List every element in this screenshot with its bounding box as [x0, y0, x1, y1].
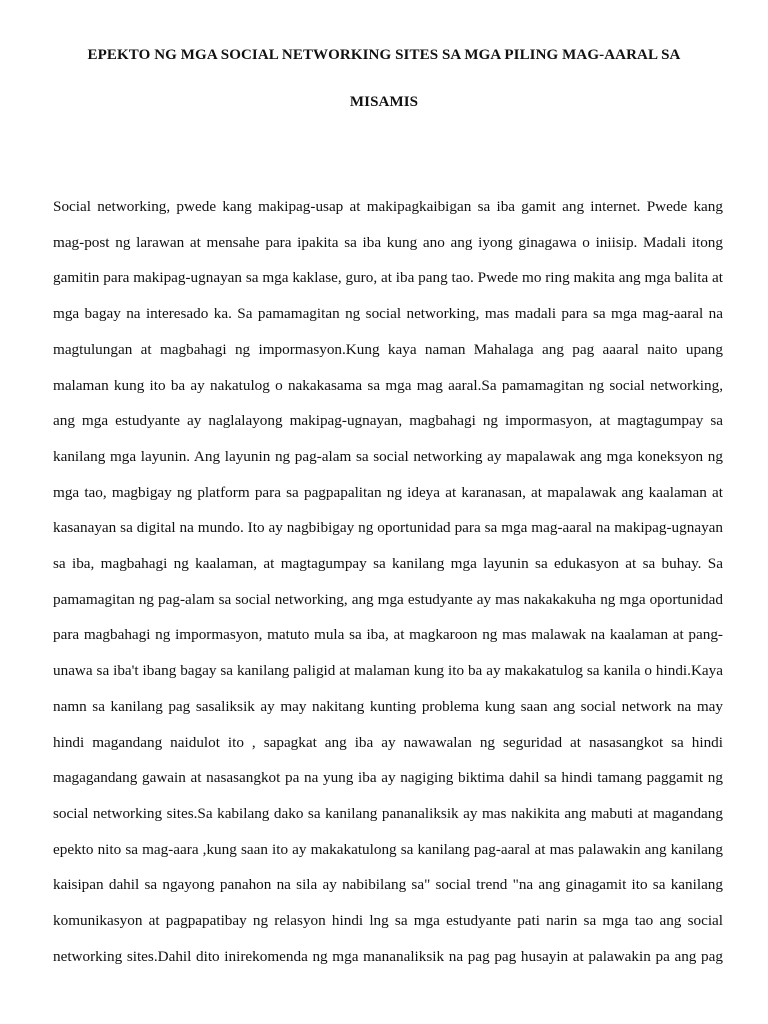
- document-title-line-2: MISAMIS: [349, 94, 419, 110]
- document-body-paragraph: Social networking, pwede kang makipag-usap at makipagkaibigan sa iba gamit ang internet. Pwede kang mag-post ng larawan at mensahe para ipakita sa iba kung ano ang iyong ginagawa o iniisip. Madali itong gamitin para makipag-ugnayan sa mga kaklase, guro, at iba pang tao. Pwede mo ring makita ang mga balita at mga bagay na interesado ka. Sa pamamagitan ng social networking, mas madali para sa mga mag-aaral na magtulungan at magbahagi ng impormasyon.Kung kaya naman Mahalaga ang pag aaaral naito upang malaman kung ito ba ay nakatulog o nakakasama sa mga mag aaral.Sa pamamagitan ng social networking, ang mga estudyante ay naglalayong makipag-ugnayan, magbahagi ng impormasyon, at magtagumpay sa kanilang mga layunin. Ang layunin ng pag-alam sa social networking ay mapalawak ang mga koneksyon ng mga tao, magbigay ng platform para sa pagpapalitan ng ideya at karanasan, at mapalawak ang kaalaman at kasanayan sa digital na mundo. Ito ay nagbibigay ng oportunidad para sa mga mag-aaral na makipag-ugnayan sa iba, magbahagi ng kaalaman, at magtagumpay sa kanilang mga layunin sa edukasyon at sa buhay. Sa pamamagitan ng pag-alam sa social networking, ang mga estudyante ay mas nakakakuha ng mga oportunidad para magbahagi ng impormasyon, matuto mula sa iba, at magkaroon ng mas malawak na kaalaman at pang-unawa sa iba't ibang bagay sa kanilang paligid at malaman kung ito ba ay makakatulog sa kanila o hindi.Kaya namn sa kanilang pag sasaliksik ay may nakitang kunting problema kung saan ang social network na may hindi magandang naidulot ito , sapagkat ang iba ay nawawalan ng seguridad at nasasangkot sa hindi magagandang gawain at nasasangkot pa na yung iba ay nagiging biktima dahil sa hindi tamang paggamit ng social networking sites.Sa kabilang dako sa kanilang pananaliksik ay mas nakikita ang mabuti at magandang epekto nito sa mag-aara ,kung saan ito ay makakatulong sa kanilang pag-aaral at mas palawakin ang kanilang kaisipan dahil sa ngayong panahon na sila ay nabibilang sa" social trend "na ang ginagamit ito sa kanilang komunikasyon at pagpapatibay ng relasyon hindi lng sa mga estudyante pati narin sa mga tao ang social networking sites.Dahil dito inirekomenda ng mga mananaliksik na pag pag husayin at palawakin pa ang pag: [53, 198, 723, 965]
- document-title-line-1: EPEKTO NG MGA SOCIAL NETWORKING SITES SA MGA PILING MAG-AARAL SA: [87, 47, 681, 63]
